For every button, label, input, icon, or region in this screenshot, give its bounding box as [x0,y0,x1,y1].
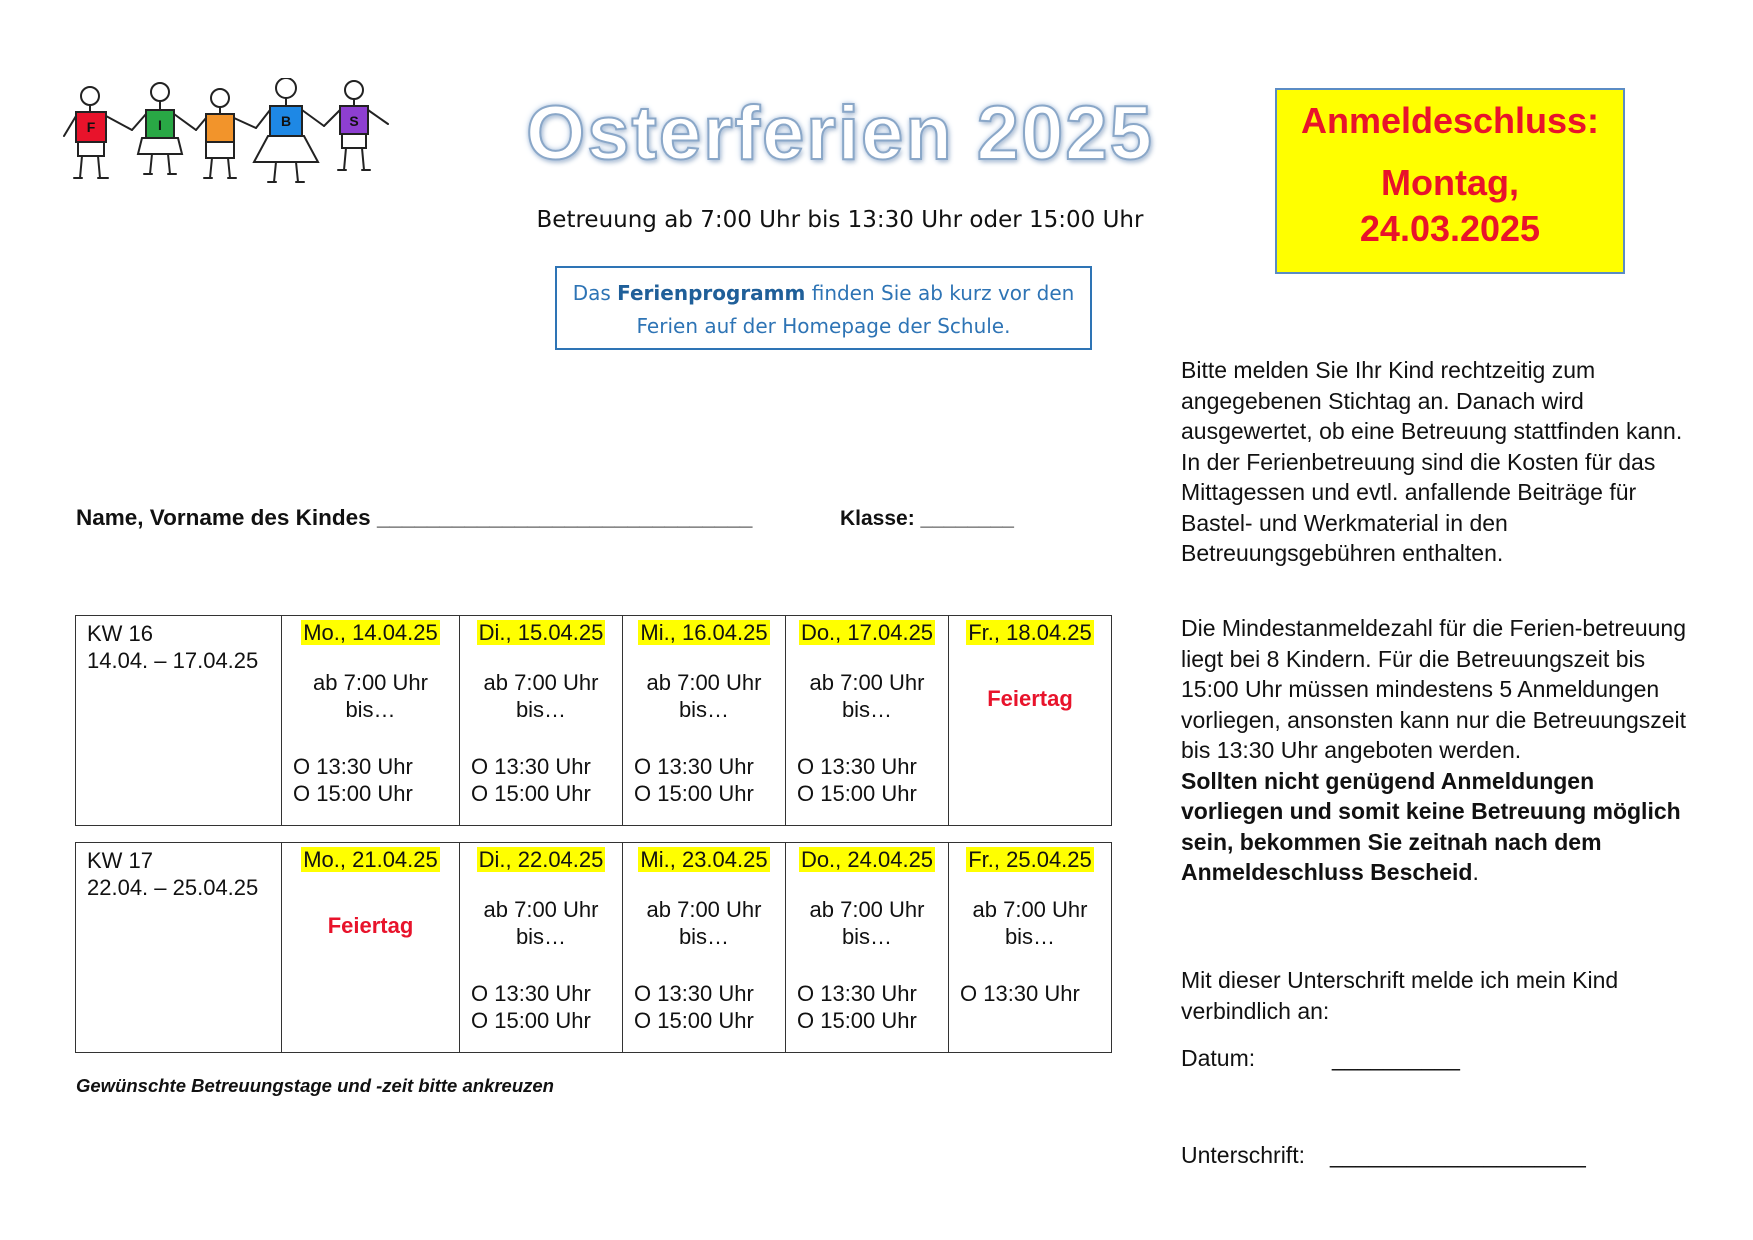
start-time-text: ab 7:00 Uhr [313,670,428,695]
time-options [786,753,948,807]
svg-text:F: F [86,119,96,135]
start-time-text: ab 7:00 Uhr [646,897,762,922]
start-time [282,669,459,723]
until-text: bis… [1004,924,1056,949]
option-1500-checkbox[interactable]: O 15:00 Uhr [471,1008,591,1033]
day-date: Mo., 21.04.25 [303,847,438,872]
time-options [282,753,459,807]
signature-field[interactable]: ____________________ [1330,1142,1586,1168]
day-heading [949,847,1111,873]
day-cell-wed[interactable] [623,843,786,1053]
option-1500-checkbox[interactable]: O 15:00 Uhr [797,781,917,806]
day-cell-tue[interactable] [460,616,623,826]
registration-deadline-box [1275,88,1625,274]
option-1330-checkbox[interactable]: O 13:30 Uhr [797,754,917,779]
start-time-text: ab 7:00 Uhr [809,897,925,922]
until-text: bis… [515,697,567,722]
option-1500-checkbox[interactable]: O 15:00 Uhr [634,1008,754,1033]
day-heading [949,620,1111,646]
week-cell [76,616,282,826]
day-date: Do., 17.04.25 [800,620,934,645]
notice-text-line2: Ferien auf der Homepage der Schule. [636,314,1011,338]
day-date: Fr., 25.04.25 [968,847,1092,872]
minimum-registration-paragraph [1181,613,1701,888]
time-options [786,980,948,1034]
option-1500-checkbox[interactable]: O 15:00 Uhr [634,781,754,806]
until-text: bis… [345,697,396,722]
option-1330-checkbox[interactable]: O 13:30 Uhr [960,981,1080,1006]
day-cell-thu[interactable] [786,616,949,826]
day-heading [460,620,622,646]
signature-label: Unterschrift: [1181,1142,1305,1168]
week-range: 22.04. – 25.04.25 [87,875,259,900]
until-text: bis… [678,697,730,722]
option-1330-checkbox[interactable]: O 13:30 Uhr [797,981,917,1006]
day-cell-tue[interactable] [460,843,623,1053]
insufficient-registration-notice: Sollten nicht genügend Anmeldungen vorliegen und somit keine Betreuung möglich sein, bekommen Sie zeitnah nach dem Anmeldeschluss Bescheid [1181,767,1681,885]
binding-registration-text: Mit dieser Unterschrift melde ich mein Kind verbindlich an: [1181,967,1619,1024]
until-text: bis… [841,924,893,949]
start-time [786,896,948,950]
day-heading [460,847,622,873]
start-time-text: ab 7:00 Uhr [483,670,599,695]
option-1330-checkbox[interactable]: O 13:30 Uhr [634,754,754,779]
day-date: Fr., 18.04.25 [968,620,1092,645]
start-time [460,669,622,723]
minimum-registration-text: Die Mindestanmeldezahl für die Ferien-betreuung liegt bei 8 Kindern. Für die Betreuungszeit bis 15:00 Uhr müssen mindestens 5 Anmeldungen vorliegen, ansonsten kann nur die Betreuungszeit bis 13:30 Uhr angeboten werden. [1181,615,1687,763]
start-time-text: ab 7:00 Uhr [809,670,925,695]
week-row [76,616,1112,826]
time-options [460,980,622,1034]
week-range: 14.04. – 17.04.25 [87,648,259,673]
deadline-day: Montag, [1381,162,1519,203]
option-1500-checkbox[interactable]: O 15:00 Uhr [797,1008,917,1033]
notice-bold-text: Ferienprogramm [617,281,806,305]
holiday-program-notice [555,266,1092,350]
option-1500-checkbox[interactable]: O 15:00 Uhr [471,781,591,806]
day-cell-fri [949,616,1112,826]
start-time [949,896,1111,950]
start-time [623,896,785,950]
option-1330-checkbox[interactable]: O 13:30 Uhr [471,981,591,1006]
time-options [949,980,1111,1007]
day-heading [282,620,459,646]
start-time [623,669,785,723]
start-time-text: ab 7:00 Uhr [483,897,599,922]
deadline-label: Anmeldeschluss: [1300,100,1600,141]
week-number: KW 17 [87,848,154,873]
deadline-date: 24.03.2025 [1359,208,1541,249]
day-date: Mi., 23.04.25 [640,847,768,872]
class-field[interactable]: Klasse: ________ [840,507,1014,530]
day-date: Do., 24.04.25 [800,847,934,872]
care-hours-subtitle: Betreuung ab 7:00 Uhr bis 13:30 Uhr oder 15:00 Uhr [536,207,1144,233]
until-text: bis… [678,924,730,949]
option-1330-checkbox[interactable]: O 13:30 Uhr [634,981,754,1006]
day-heading [623,620,785,646]
until-text: bis… [841,697,893,722]
day-heading [786,847,948,873]
time-options [623,753,785,807]
svg-text:I: I [158,117,162,133]
day-heading [786,620,948,646]
day-cell-fri[interactable] [949,843,1112,1053]
option-1330-checkbox[interactable]: O 13:30 Uhr [293,754,413,779]
notice-text: Das [572,281,618,305]
notice-text: finden Sie ab kurz vor den [805,281,1075,305]
day-cell-thu[interactable] [786,843,949,1053]
registration-info-paragraph: Bitte melden Sie Ihr Kind rechtzeitig zum angegebenen Stichtag an. Danach wird ausgewertet, ob eine Betreuung stattfinden kann. In der Ferienbetreuung sind die Kosten für das Mittagessen und evtl. anfallende Beiträge für Bastel- und Werkmaterial in den Betreuungsgebühren enthalten. [1181,357,1683,566]
until-text: bis… [515,924,567,949]
start-time-text: ab 7:00 Uhr [646,670,762,695]
option-1330-checkbox[interactable]: O 13:30 Uhr [471,754,591,779]
date-field[interactable]: __________ [1332,1045,1460,1071]
week-16-table [75,615,1112,826]
week-number: KW 16 [87,621,154,646]
day-date: Mi., 16.04.25 [640,620,768,645]
checkbox-instruction: Gewünschte Betreuungstage und -zeit bitte ankreuzen [76,1075,554,1096]
day-cell-wed[interactable] [623,616,786,826]
start-time [786,669,948,723]
page-title: Osterferien 2025 [526,91,1154,176]
week-cell [76,843,282,1053]
time-options [460,753,622,807]
option-1500-checkbox[interactable]: O 15:00 Uhr [293,781,413,806]
week-row [76,843,1112,1053]
day-heading [282,847,459,873]
day-date: Mo., 14.04.25 [303,620,438,645]
day-date: Di., 15.04.25 [478,620,604,645]
period: . [1472,859,1479,885]
svg-text:B: B [280,113,292,129]
svg-text:S: S [349,113,359,129]
time-options [623,980,785,1034]
day-cell-mon [282,843,460,1053]
child-name-field[interactable]: Name, Vorname des Kindes ______________________________ [76,505,753,530]
holiday-label: Feiertag [987,686,1073,711]
day-date: Di., 22.04.25 [478,847,604,872]
day-cell-mon[interactable] [282,616,460,826]
start-time-text: ab 7:00 Uhr [972,897,1088,922]
start-time [460,896,622,950]
fibs-logo [62,78,442,208]
day-heading [623,847,785,873]
week-17-table [75,842,1112,1053]
holiday-label: Feiertag [327,913,414,938]
date-label: Datum: [1181,1045,1256,1071]
